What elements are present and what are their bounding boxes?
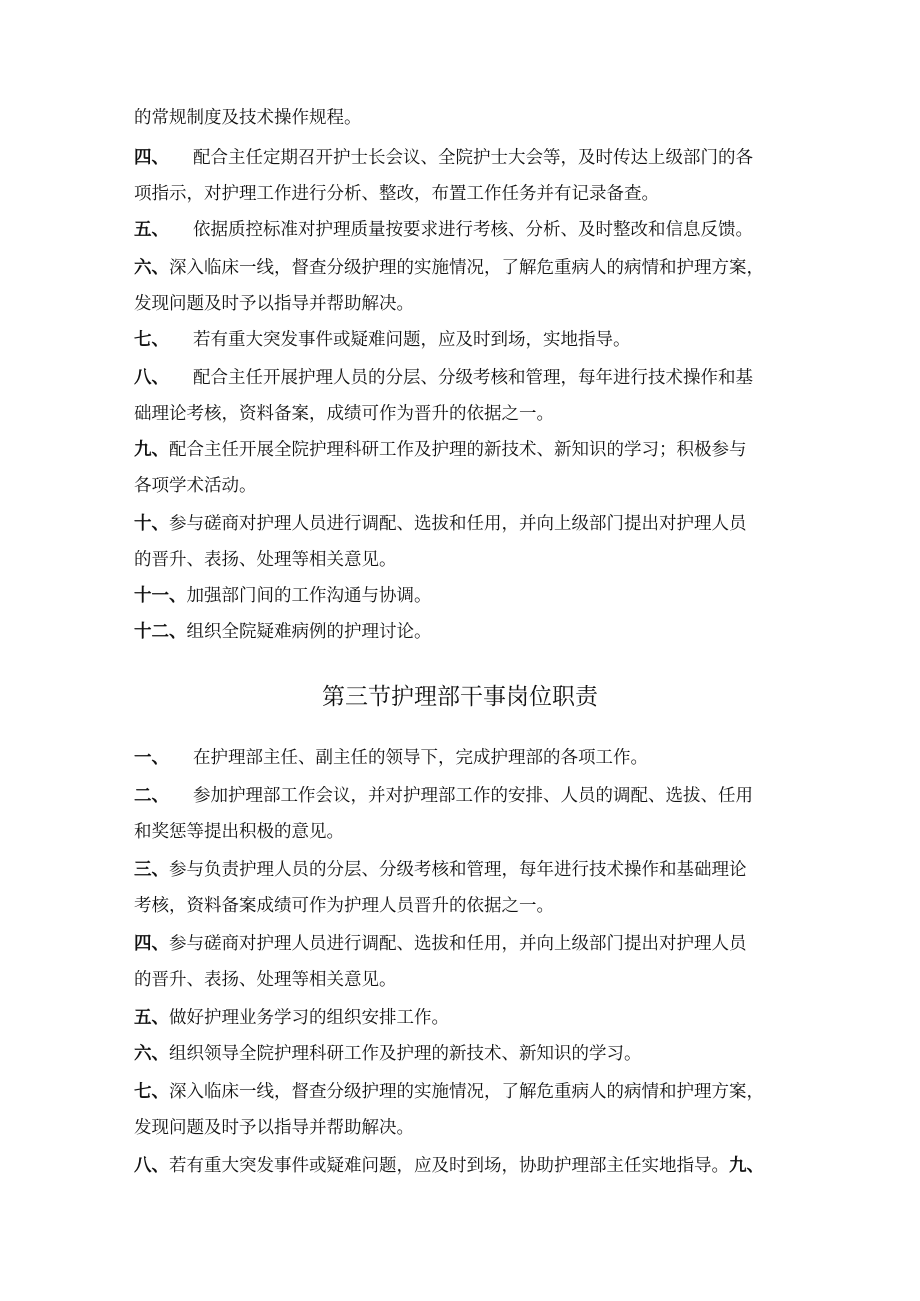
list-item — [134, 1080, 804, 1104]
list-item — [134, 1006, 804, 1030]
list-item — [134, 1042, 804, 1066]
item-text: 配合主任开展全院护理科研工作及护理的新技术、新知识的学习；积极参与 — [169, 440, 747, 460]
item-number: 八、 — [134, 1156, 169, 1176]
continuation-text: 的常规制度及技术操作规程。 — [134, 108, 362, 128]
item-text: 深入临床一线，督查分级护理的实施情况，了解危重病人的病情和护理方案， — [169, 1082, 764, 1102]
item-number: 六、 — [134, 258, 169, 278]
item-text: 参与磋商对护理人员进行调配、选拔和任用，并向上级部门提出对护理人员 — [169, 514, 747, 534]
list-item — [134, 366, 804, 390]
item-number: 五、 — [134, 220, 169, 240]
item-number: 四、 — [134, 934, 169, 954]
item-text: 配合主任开展护理人员的分层、分级考核和管理，每年进行技术操作和基 — [193, 368, 753, 388]
item-text-continued: 各项学术活动。 — [134, 476, 257, 496]
item-number: 七、 — [134, 330, 169, 350]
item-text-continued: 础理论考核，资料备案，成绩可作为晋升的依据之一。 — [134, 404, 554, 424]
list-item — [134, 746, 804, 770]
item-number: 四、 — [134, 148, 169, 168]
list-item — [134, 438, 804, 462]
item-text: 组织全院疑难病例的护理讨论。 — [186, 622, 432, 642]
item-number: 十、 — [134, 514, 169, 534]
item-text: 深入临床一线，督查分级护理的实施情况，了解危重病人的病情和护理方案， — [169, 258, 764, 278]
list-item — [134, 858, 804, 882]
item-number: 五、 — [134, 1008, 169, 1028]
item-text-continued: 发现问题及时予以指导并帮助解决。 — [134, 294, 414, 314]
item-text: 参加护理部工作会议，并对护理部工作的安排、人员的调配、选拔、任用 — [193, 786, 753, 806]
list-item — [134, 620, 804, 644]
list-item — [134, 1154, 804, 1178]
item-text: 在护理部主任、副主任的领导下，完成护理部的各项工作。 — [193, 748, 648, 768]
list-item — [134, 328, 804, 352]
item-number: 六、 — [134, 1044, 169, 1064]
list-item — [134, 784, 804, 808]
item-number: 二、 — [134, 786, 169, 806]
list-item — [134, 584, 804, 608]
item-text-continued: 发现问题及时予以指导并帮助解决。 — [134, 1118, 414, 1138]
item-text: 若有重大突发事件或疑难问题，应及时到场，实地指导。 — [193, 330, 631, 350]
list-item — [134, 932, 804, 956]
item-number: 七、 — [134, 1082, 169, 1102]
item-text: 参与磋商对护理人员进行调配、选拔和任用，并向上级部门提出对护理人员 — [169, 934, 747, 954]
list-item — [134, 256, 804, 280]
item-text: 若有重大突发事件或疑难问题，应及时到场，协助护理部主任实地指导。 — [169, 1156, 729, 1176]
item-text: 参与负责护理人员的分层、分级考核和管理，每年进行技术操作和基础理论 — [169, 860, 747, 880]
item-number: 一、 — [134, 748, 169, 768]
item-text-continued: 的晋升、表扬、处理等相关意见。 — [134, 970, 397, 990]
list-item — [134, 146, 804, 170]
list-item — [134, 512, 804, 536]
item-text: 组织领导全院护理科研工作及护理的新技术、新知识的学习。 — [169, 1044, 642, 1064]
item-text: 做好护理业务学习的组织安排工作。 — [169, 1008, 449, 1028]
item-text-continued: 项指示，对护理工作进行分析、整改，布置工作任务并有记录备查。 — [134, 184, 659, 204]
item-number-next: 九、 — [729, 1156, 764, 1176]
item-number: 十二、 — [134, 622, 187, 642]
item-number: 八、 — [134, 368, 169, 388]
item-text-continued: 考核，资料备案成绩可作为护理人员晋升的依据之一。 — [134, 896, 554, 916]
list-item — [134, 218, 804, 242]
item-text: 依据质控标准对护理质量按要求进行考核、分析、及时整改和信息反馈。 — [193, 220, 753, 240]
item-number: 九、 — [134, 440, 169, 460]
item-text-continued: 的晋升、表扬、处理等相关意见。 — [134, 550, 397, 570]
item-text: 配合主任定期召开护士长会议、全院护士大会等，及时传达上级部门的各 — [193, 148, 753, 168]
item-text-continued: 和奖惩等提出积极的意见。 — [134, 822, 344, 842]
section-title: 第三节护理部干事岗位职责 — [322, 684, 598, 710]
item-text: 加强部门间的工作沟通与协调。 — [186, 586, 432, 606]
item-number: 十一、 — [134, 586, 187, 606]
item-number: 三、 — [134, 860, 169, 880]
